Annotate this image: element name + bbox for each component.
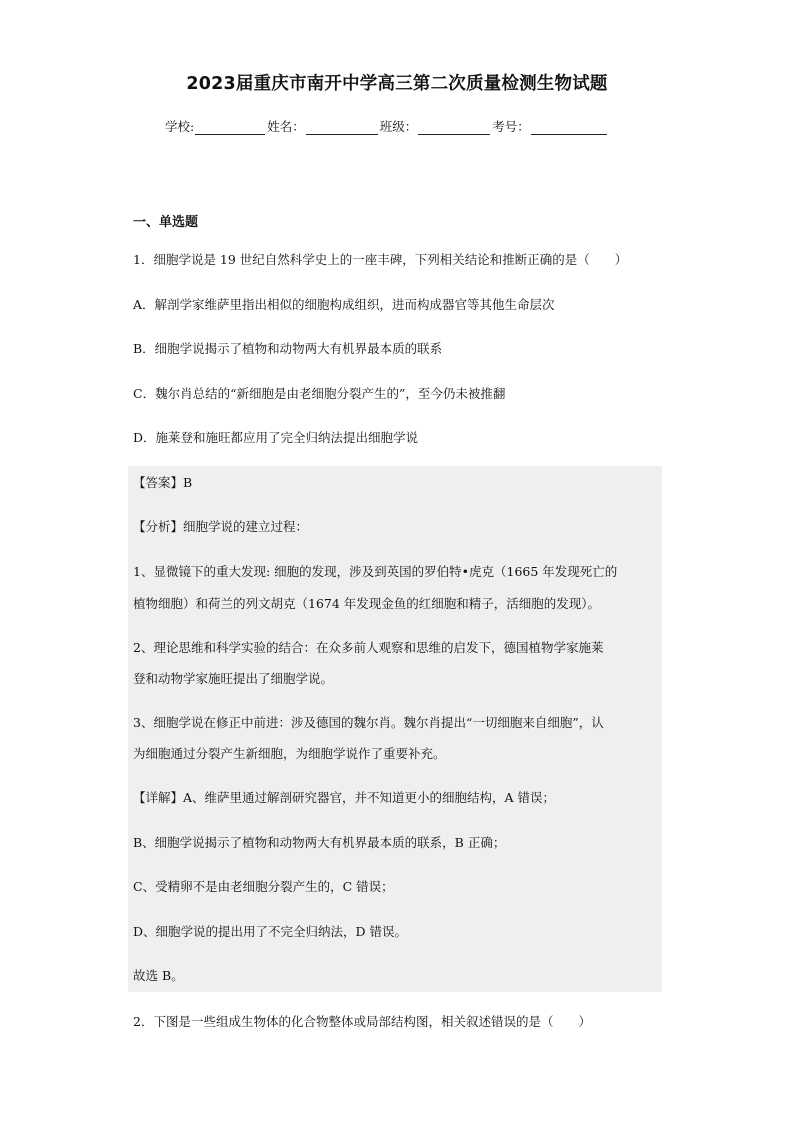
analysis-line: 为细胞通过分裂产生新细胞，为细胞学说作了重要补充。 bbox=[133, 746, 446, 761]
question-1-stem: 1．细胞学说是 19 世纪自然科学史上的一座丰碑，下列相关结论和推断正确的是（ ） bbox=[133, 252, 628, 267]
class-blank bbox=[418, 121, 490, 135]
detail-line: 【详解】A、维萨里通过解剖研究器官，并不知道更小的细胞结构，A 错误； bbox=[133, 790, 556, 805]
analysis-line: 3、细胞学说在修正中前进：涉及德国的魏尔肖。魏尔肖提出“一切细胞来自细胞”，认 bbox=[133, 715, 604, 730]
detail-line: B、细胞学说揭示了植物和动物两大有机界最本质的联系，B 正确； bbox=[133, 835, 506, 850]
question-1-option-c: C．魏尔肖总结的“新细胞是由老细胞分裂产生的”，至今仍未被推翻 bbox=[133, 386, 506, 401]
school-blank bbox=[195, 121, 265, 135]
name-label: 姓名： bbox=[267, 119, 305, 134]
detail-line: 故选 B。 bbox=[133, 968, 184, 983]
exam-no-label: 考号： bbox=[492, 119, 530, 134]
analysis-line: 1、显微镜下的重大发现: 细胞的发现，涉及到英国的罗伯特•虎克（1665 年发现死亡的 bbox=[133, 564, 618, 579]
analysis-title: 【分析】细胞学说的建立过程： bbox=[133, 519, 309, 534]
exam-no-blank bbox=[531, 121, 607, 135]
analysis-line: 登和动物学家施旺提出了细胞学说。 bbox=[133, 671, 334, 686]
school-label: 学校: bbox=[165, 119, 195, 134]
class-label: 班级： bbox=[379, 119, 418, 134]
answer-label: 【答案】B bbox=[133, 475, 193, 490]
name-blank bbox=[306, 121, 378, 135]
question-2-stem: 2．下图是一些组成生物体的化合物整体或局部结构图，相关叙述错误的是（ ） bbox=[133, 1014, 591, 1029]
student-info-row bbox=[165, 117, 635, 135]
analysis-line: 2、理论思维和科学实验的结合：在众多前人观察和思维的启发下，德国植物学家施莱 bbox=[133, 640, 604, 655]
detail-line: D、细胞学说的提出用了不完全归纳法，D 错误。 bbox=[133, 924, 408, 939]
analysis-line: 植物细胞）和荷兰的列文胡克（1674 年发现金鱼的红细胞和精子，活细胞的发现）。 bbox=[133, 596, 601, 611]
exam-title: 2023届重庆市南开中学高三第二次质量检测生物试题 bbox=[186, 74, 608, 94]
question-1-option-a: A．解剖学家维萨里指出相似的细胞构成组织，进而构成器官等其他生命层次 bbox=[133, 297, 555, 312]
section-heading: 一、单选题 bbox=[133, 215, 199, 230]
question-1-option-b: B．细胞学说揭示了植物和动物两大有机界最本质的联系 bbox=[133, 341, 443, 356]
question-1-option-d: D．施莱登和施旺都应用了完全归纳法提出细胞学说 bbox=[133, 430, 419, 445]
detail-line: C、受精卵不是由老细胞分裂产生的，C 错误； bbox=[133, 879, 394, 894]
